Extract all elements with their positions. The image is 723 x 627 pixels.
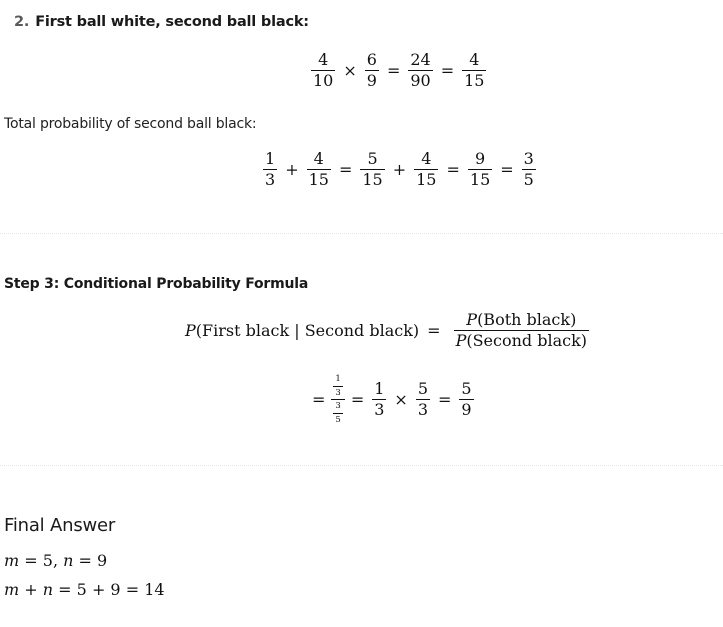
conditional-probability-formula (185, 312, 594, 349)
equals-sign: = (125, 580, 140, 599)
plus-operator: + (285, 160, 299, 179)
numerator: 24 (410, 50, 431, 69)
fraction (522, 151, 536, 188)
denominator: 15 (308, 170, 329, 189)
equals-sign: = (24, 551, 38, 570)
denominator: 5 (335, 414, 341, 425)
variable-n: n (42, 580, 54, 599)
denominator (454, 331, 589, 349)
numerator-arguments: (Both black) (477, 310, 577, 329)
numerator: 4 (318, 50, 329, 69)
numerator: 3 (335, 401, 341, 411)
plus-operator: + (392, 160, 407, 179)
equals-sign: = (500, 160, 514, 179)
lhs-arguments: (First black | Second black) (195, 321, 420, 340)
denominator-arguments: (Second black) (466, 331, 588, 350)
final-answer-line-2 (4, 580, 165, 599)
probability-symbol: P (466, 310, 478, 329)
section-divider (0, 465, 723, 466)
list-item-2 (14, 14, 309, 30)
equals-sign: = (58, 580, 72, 599)
fraction (311, 52, 335, 89)
numerator: 1 (374, 379, 385, 398)
inner-fraction (333, 402, 342, 424)
variable-n: n (63, 551, 74, 570)
fraction (263, 151, 277, 188)
numerator: 5 (417, 379, 429, 398)
equals-sign: = (78, 551, 92, 570)
fraction (459, 381, 473, 418)
numerator (331, 375, 344, 399)
equals-sign: = (440, 61, 455, 80)
final-answer-heading: Final Answer (4, 515, 116, 536)
variable-m: m (4, 551, 20, 570)
variable-m: m (4, 580, 20, 599)
plus-operator: + (24, 580, 38, 599)
step-3-heading: Step 3: Conditional Probability Formula (4, 276, 309, 292)
denominator: 90 (410, 71, 431, 90)
denominator: 15 (469, 170, 491, 189)
denominator: 9 (461, 400, 472, 419)
final-answer-line-1 (4, 551, 107, 570)
denominator: 3 (265, 170, 276, 189)
fraction (414, 151, 438, 188)
numerator: 5 (367, 149, 378, 168)
equals-sign: = (386, 61, 401, 80)
numerator: 4 (421, 149, 432, 168)
fraction (408, 52, 432, 89)
section-divider (0, 233, 723, 234)
denominator: 15 (464, 71, 485, 90)
denominator: 10 (313, 71, 334, 90)
times-operator: × (343, 61, 357, 80)
times-operator: × (394, 390, 408, 409)
denominator: 5 (523, 170, 534, 189)
denominator: 3 (417, 400, 429, 419)
final-result: 14 (144, 580, 165, 599)
numerator: 3 (523, 149, 534, 168)
equals-sign: = (338, 160, 353, 179)
probability-symbol: P (455, 331, 467, 350)
equation-white-then-black (306, 52, 491, 89)
conditional-probability-evaluation (309, 375, 479, 424)
equals-sign: = (438, 390, 452, 409)
fraction (468, 151, 492, 188)
equals-sign: = (312, 390, 326, 409)
numerator: 4 (313, 149, 324, 168)
fraction (462, 52, 486, 89)
denominator: 15 (362, 170, 383, 189)
equals-sign: = (350, 390, 365, 409)
inner-fraction (333, 375, 342, 397)
value: 9 (97, 551, 108, 570)
numerator: 6 (366, 50, 377, 69)
probability-symbol: P (185, 321, 196, 340)
numerator: 5 (461, 379, 472, 398)
equation-total-probability (258, 151, 541, 188)
fraction (365, 52, 379, 89)
numerator: 4 (469, 50, 480, 69)
fraction (416, 381, 430, 418)
fraction (372, 381, 386, 418)
numerator: 1 (335, 374, 341, 384)
list-item-title: First ball white, second ball black: (35, 14, 309, 30)
numerator: 9 (474, 149, 486, 168)
fraction (307, 151, 331, 188)
denominator: 3 (374, 400, 385, 419)
equals-sign: = (446, 160, 460, 179)
sum-expression: 5 + 9 (76, 580, 121, 599)
total-probability-label: Total probability of second ball black: (4, 116, 257, 132)
fraction (360, 151, 384, 188)
equals-sign: = (427, 321, 441, 340)
compound-fraction (331, 375, 344, 424)
fraction (454, 312, 589, 349)
denominator: 9 (366, 71, 377, 90)
denominator: 15 (416, 170, 437, 189)
list-number: 2. (14, 14, 30, 30)
denominator (331, 400, 344, 424)
numerator (464, 312, 578, 330)
denominator: 3 (335, 387, 341, 398)
numerator: 1 (265, 149, 276, 168)
value: 5, (42, 551, 59, 570)
